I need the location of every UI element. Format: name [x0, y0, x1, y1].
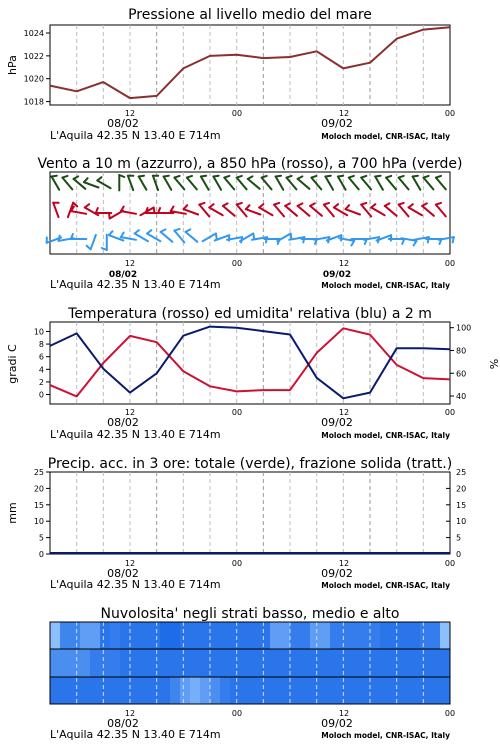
cloud-cell [430, 677, 440, 704]
wind-barb [375, 176, 383, 190]
wind-barb [399, 203, 409, 217]
wind-panel [37, 156, 462, 291]
cloud-cell [160, 622, 170, 649]
cloud-cell [440, 622, 450, 649]
y-tick-label-right: 15 [456, 500, 467, 510]
wind-barb [161, 229, 173, 241]
wind-barb [209, 204, 222, 215]
wind-x-tick: 12 [124, 259, 136, 268]
wind-barb [385, 203, 397, 215]
cloud-cell [50, 622, 60, 649]
wind-barb [164, 176, 172, 190]
precipitation-y-label: mm [6, 502, 19, 524]
temperature-humidity-series [50, 327, 450, 399]
pressure-series [50, 27, 450, 98]
cloud-cell [100, 622, 110, 649]
pressure-date-2: 09/02 [321, 117, 353, 130]
cloud-cell [340, 677, 350, 704]
pressure-title: Pressione al livello medio del mare [128, 7, 372, 23]
pressure-y-label: hPa [6, 55, 19, 75]
cloud-panel [50, 606, 455, 741]
wind-barb [310, 203, 322, 215]
cloud-cell [250, 649, 260, 677]
cloud-cell [100, 649, 110, 677]
cloud-cell [370, 649, 380, 677]
wind-barb [62, 176, 72, 190]
precipitation-x-tick: 00 [231, 559, 243, 568]
temperature-panel [6, 306, 500, 441]
y-tick-label-right: 60 [456, 369, 467, 379]
cloud-cell [370, 677, 380, 704]
cloud-cell [270, 622, 280, 649]
precipitation-frame [50, 472, 450, 554]
wind-barb [422, 203, 434, 215]
wind-barb [199, 203, 209, 217]
cloud-cell [160, 649, 170, 677]
cloud-cell [110, 622, 120, 649]
y-tick-label: 1018 [23, 97, 44, 107]
wind-barb [274, 203, 284, 217]
cloud-cell [130, 622, 140, 649]
y-tick-label: 25 [33, 468, 44, 477]
pressure-frame [50, 25, 450, 105]
cloud-x-ticks [125, 709, 455, 718]
wind-barb [346, 205, 361, 214]
cloud-cell [110, 649, 120, 677]
cloud-cell [260, 677, 270, 704]
cloud-cell [140, 677, 150, 704]
precipitation-date-2: 09/02 [321, 567, 353, 580]
cloud-cell [430, 622, 440, 649]
y-tick-label-right: 5 [456, 533, 462, 543]
pressure-x-tick: 00 [444, 109, 456, 118]
cloud-cell [400, 649, 410, 677]
y-tick-label: 10 [33, 517, 44, 527]
cloud-cell [170, 622, 180, 649]
cloud-cell [250, 622, 260, 649]
y-tick-label: 1020 [23, 74, 44, 84]
cloud-cell [310, 622, 320, 649]
cloud-cell [310, 677, 320, 704]
temperature-date-1: 08/02 [107, 416, 139, 429]
pressure-x-tick: 12 [124, 109, 136, 118]
cloud-cell [290, 649, 300, 677]
cloud-cell [310, 649, 320, 677]
cloud-cell [340, 649, 350, 677]
cloud-cell [230, 677, 240, 704]
cloud-model-credit: Moloch model, CNR-ISAC, Italy [321, 731, 450, 740]
cloud-cell [180, 677, 190, 704]
cloud-cell [190, 622, 200, 649]
wind-barb [371, 204, 384, 215]
y-tick-label: 0 [38, 550, 44, 559]
cloud-date-1: 08/02 [107, 717, 139, 730]
temperature-x-tick: 00 [444, 408, 456, 417]
cloud-cell [150, 677, 160, 704]
pressure-y-ticks [24, 29, 50, 107]
cloud-title: Nuvolosita' negli strati basso, medio e alto [100, 606, 400, 622]
temperature-x-tick: 12 [124, 408, 136, 417]
cloud-cell [330, 649, 340, 677]
cloud-cell [200, 677, 210, 704]
cloud-cell [80, 649, 90, 677]
cloud-cell [410, 622, 420, 649]
cloud-cell [130, 649, 140, 677]
cloud-cell [50, 649, 60, 677]
cloud-cell [330, 622, 340, 649]
wind-barb [224, 176, 234, 190]
temperature-y-label: gradi C [6, 344, 19, 384]
cloud-cell [200, 649, 210, 677]
precipitation-y-ticks [34, 468, 466, 559]
temperature-title: Temperatura (rosso) ed umidita' relativa (blu) a 2 m [68, 306, 432, 322]
y-tick-label: 8 [38, 340, 44, 350]
cloud-cell [290, 677, 300, 704]
humidity-line [50, 327, 450, 399]
wind-barb [324, 203, 334, 217]
wind-barb [174, 176, 184, 190]
wind-barb [409, 204, 422, 215]
cloud-cell [150, 622, 160, 649]
wind-barbs [47, 175, 454, 250]
pressure-gridlines [77, 25, 424, 105]
wind-barb [52, 176, 60, 190]
cloud-cell [380, 649, 390, 677]
wind-x-tick: 12 [338, 259, 350, 268]
temperature-location: L'Aquila 42.35 N 13.40 E 714m [50, 428, 221, 441]
precipitation-gridlines [77, 472, 424, 554]
wind-date-1: 08/02 [108, 270, 138, 280]
wind-barb [186, 229, 198, 241]
cloud-cell [300, 677, 310, 704]
cloud-x-tick: 00 [444, 709, 456, 718]
precipitation-model-credit: Moloch model, CNR-ISAC, Italy [321, 581, 450, 590]
cloud-cell [260, 649, 270, 677]
cloud-cell [190, 677, 200, 704]
cloud-cell [190, 649, 200, 677]
wind-barb [153, 176, 158, 190]
wind-location: L'Aquila 42.35 N 13.40 E 714m [50, 278, 221, 291]
cloud-cell [210, 677, 220, 704]
precipitation-title: Precip. acc. in 3 ore: totale (verde), frazione solida (tratt.) [47, 456, 453, 472]
cloud-cell [420, 622, 430, 649]
y-tick-label: 4 [38, 365, 44, 375]
y-tick-label-right: 10 [456, 517, 467, 527]
temperature-line [50, 328, 450, 396]
wind-barb [53, 203, 58, 217]
y-tick-label: 0 [38, 390, 44, 400]
cloud-cell [320, 677, 330, 704]
cloud-cell [120, 677, 130, 704]
cloud-cell [300, 649, 310, 677]
cloud-cell [440, 677, 450, 704]
pressure-location: L'Aquila 42.35 N 13.40 E 714m [50, 129, 221, 142]
cloud-cell [430, 649, 440, 677]
wind-barb [338, 176, 346, 190]
wind-barb [386, 176, 396, 190]
cloud-cell [240, 649, 250, 677]
cloud-cell [230, 649, 240, 677]
wind-barb [325, 176, 333, 190]
cloud-cell [280, 677, 290, 704]
wind-barb [259, 204, 272, 215]
cloud-cell [70, 677, 80, 704]
wind-barb [413, 176, 421, 190]
cloud-cell [180, 649, 190, 677]
wind-barb [298, 203, 310, 215]
wind-barb [213, 176, 221, 190]
wind-barb [147, 230, 160, 241]
wind-barb [424, 176, 434, 190]
cloud-cell [410, 649, 420, 677]
cloud-cell [80, 622, 90, 649]
precipitation-location: L'Aquila 42.35 N 13.40 E 714m [50, 578, 221, 591]
wind-title: Vento a 10 m (azzurro), a 850 hPa (rosso), a 700 hPa (verde) [37, 156, 463, 172]
cloud-cell [300, 622, 310, 649]
wind-barb [399, 176, 409, 190]
wind-barb [237, 176, 247, 190]
precipitation-x-ticks [125, 559, 455, 568]
cloud-cell [240, 677, 250, 704]
cloud-cell [380, 622, 390, 649]
cloud-cell [210, 649, 220, 677]
y-tick-label-right: 100 [456, 323, 472, 333]
wind-barb [246, 205, 261, 214]
y-tick-label-right: 25 [456, 468, 467, 477]
precipitation-x-tick: 12 [338, 559, 350, 568]
cloud-cell [380, 677, 390, 704]
wind-barb [87, 235, 96, 249]
wind-x-tick: 00 [444, 259, 456, 268]
cloud-cell [50, 677, 60, 704]
cloud-cell [160, 677, 170, 704]
wind-barb [436, 176, 446, 190]
cloud-cell [120, 622, 130, 649]
cloud-cell [270, 649, 280, 677]
cloud-cell [400, 677, 410, 704]
wind-barb [248, 176, 260, 188]
cloud-cell [60, 677, 70, 704]
cloud-cell [400, 622, 410, 649]
y-tick-label-right: 20 [456, 484, 467, 494]
cloud-cell [410, 677, 420, 704]
cloud-cell [340, 622, 350, 649]
pressure-model-credit: Moloch model, CNR-ISAC, Italy [321, 132, 450, 141]
cloud-cell [150, 649, 160, 677]
cloud-cell [280, 649, 290, 677]
wind-barb [285, 203, 297, 215]
cloud-cell [110, 677, 120, 704]
cloud-cell [240, 622, 250, 649]
y-tick-label: 1024 [23, 29, 44, 38]
wind-date-2: 09/02 [322, 270, 352, 280]
cloud-cell [120, 649, 130, 677]
wind-model-credit: Moloch model, CNR-ISAC, Italy [321, 281, 450, 290]
y-tick-label: 2 [38, 377, 44, 387]
wind-barb [349, 176, 359, 190]
wind-barb [436, 203, 446, 217]
cloud-cell [60, 649, 70, 677]
cloud-date-2: 09/02 [321, 717, 353, 730]
cloud-cell [370, 622, 380, 649]
cloud-cell [350, 622, 360, 649]
cloud-cell [210, 622, 220, 649]
cloud-cell [90, 677, 100, 704]
y-tick-label: 15 [33, 500, 44, 510]
cloud-cell [280, 622, 290, 649]
pressure-panel [6, 7, 455, 142]
cloud-cell [100, 677, 110, 704]
y-tick-label: 10 [33, 327, 44, 337]
cloud-location: L'Aquila 42.35 N 13.40 E 714m [50, 728, 221, 741]
precipitation-panel [6, 456, 466, 591]
cloud-cell [140, 622, 150, 649]
cloud-cell [130, 677, 140, 704]
wind-barb [223, 203, 235, 215]
temperature-model-credit: Moloch model, CNR-ISAC, Italy [321, 431, 450, 440]
cloud-cell [220, 649, 230, 677]
cloud-cell [350, 649, 360, 677]
temperature-x-tick: 12 [338, 408, 350, 417]
cloud-cell [220, 677, 230, 704]
wind-barb [119, 175, 124, 190]
cloud-cell [180, 622, 190, 649]
y-tick-label: 20 [33, 484, 44, 494]
cloud-cell [80, 677, 90, 704]
y-tick-label: 1022 [23, 51, 44, 61]
wind-barb [287, 176, 297, 190]
y-tick-label-right: 80 [456, 346, 467, 356]
cloud-cell [330, 677, 340, 704]
cloud-cell [260, 622, 270, 649]
wind-barb [128, 176, 133, 190]
cloud-cell [420, 649, 430, 677]
cloud-cell [360, 622, 370, 649]
pressure-x-tick: 00 [231, 109, 243, 118]
temperature-x-ticks [125, 408, 455, 417]
cloud-cell [90, 649, 100, 677]
cloud-cell [60, 622, 70, 649]
cloud-cell [360, 649, 370, 677]
cloud-cell [360, 677, 370, 704]
y-tick-label: 6 [38, 352, 44, 362]
cloud-cell [70, 622, 80, 649]
temperature-y-ticks [34, 327, 50, 399]
cloud-cell [440, 649, 450, 677]
wind-x-tick: 00 [231, 259, 243, 268]
y-tick-label: 5 [38, 533, 44, 543]
cloud-cell [90, 622, 100, 649]
humidity-y-label: % [487, 358, 500, 370]
wind-x-ticks [125, 259, 455, 268]
cloud-cell [350, 677, 360, 704]
cloud-cell [170, 677, 180, 704]
temperature-date-2: 09/02 [321, 416, 353, 429]
wind-barb [276, 176, 284, 190]
cloud-cell [290, 622, 300, 649]
cloud-cell [270, 677, 280, 704]
pressure-line [50, 27, 450, 98]
y-tick-label-right: 40 [456, 392, 467, 402]
cloud-cell [250, 677, 260, 704]
wind-barb [71, 234, 86, 239]
cloud-cell [320, 622, 330, 649]
wind-barb [102, 235, 107, 250]
cloud-x-tick: 12 [338, 709, 350, 718]
cloud-cell [390, 622, 400, 649]
cloud-cell [230, 622, 240, 649]
humidity-y-ticks [450, 324, 471, 401]
wind-barb [201, 176, 209, 190]
cloud-cells [50, 622, 450, 704]
cloud-cell [200, 622, 210, 649]
wind-barb [84, 178, 99, 187]
precipitation-x-tick: 12 [124, 559, 136, 568]
cloud-cell [70, 649, 80, 677]
cloud-cell [420, 677, 430, 704]
precipitation-x-tick: 00 [444, 559, 456, 568]
cloud-cell [320, 649, 330, 677]
wind-barb [97, 177, 110, 188]
cloud-x-tick: 00 [231, 709, 243, 718]
pressure-x-ticks [125, 109, 455, 118]
pressure-date-1: 08/02 [107, 117, 139, 130]
precipitation-date-1: 08/02 [107, 567, 139, 580]
wind-barb [139, 176, 147, 190]
y-tick-label-right: 0 [456, 550, 462, 559]
cloud-cell [390, 649, 400, 677]
cloud-cell [140, 649, 150, 677]
cloud-x-tick: 12 [124, 709, 136, 718]
wind-barb [187, 176, 197, 190]
wind-barb [174, 229, 184, 243]
wind-barb [298, 176, 310, 188]
temperature-x-tick: 00 [231, 408, 243, 417]
cloud-cell [170, 649, 180, 677]
pressure-x-tick: 12 [338, 109, 350, 118]
cloud-cell [220, 622, 230, 649]
cloud-cell [390, 677, 400, 704]
